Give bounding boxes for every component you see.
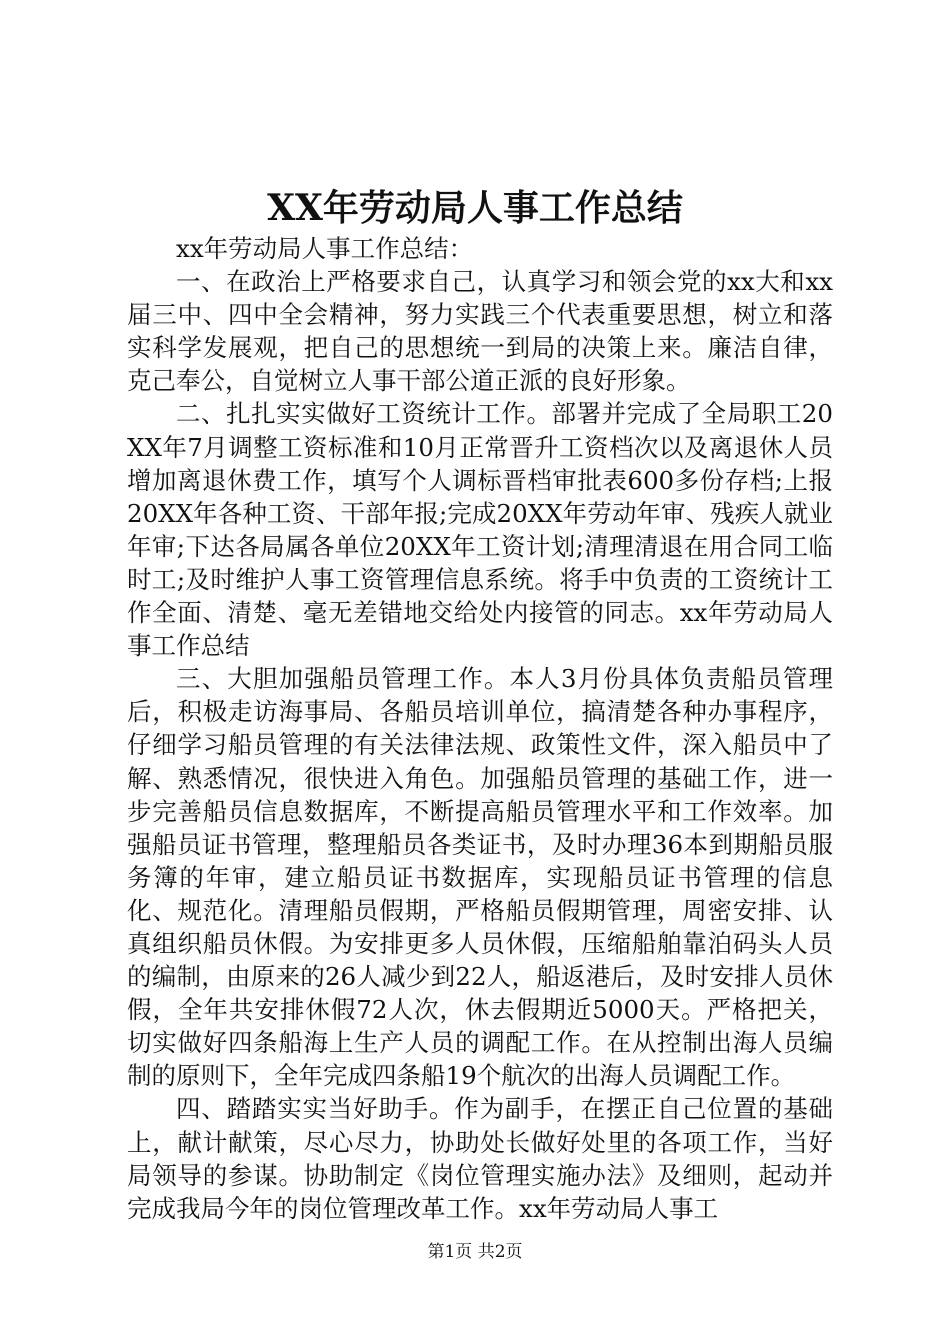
page-title: XX年劳动局人事工作总结 [267,187,683,229]
paragraph-intro: xx年劳动局人事工作总结： [176,234,474,263]
document-body [127,232,833,1225]
page-number-footer: 第1页 共2页 [427,1242,523,1262]
paragraph-section-1: 一、在政治上严格要求自己，认真学习和领会党的xx大和xx届三中、四中全会精神，努力实践三个代表重要思想，树立和落实科学发展观，把自己的思想统一到局的决策上来。廉洁自律，克己奉公，自觉树立人事干部公道正派的良好形象。 [127,267,833,396]
paragraph-section-3: 三、大胆加强船员管理工作。本人3月份具体负责船员管理后，积极走访海事局、各船员培训单位，搞清楚各种办事程序，仔细学习船员管理的有关法律法规、政策性文件，深入船员中了解、熟悉情况，很快进入角色。加强船员管理的基础工作，进一步完善船员信息数据库，不断提高船员管理水平和工作效率。加强船员证书管理，整理船员各类证书，及时办理36本到期船员服务簿的年审，建立船员证书数据库，实现船员证书管理的信息化、规范化。清理船员假期，严格船员假期管理，周密安排、认真组织船员休假。为安排更多人员休假，压缩船舶靠泊码头人员的编制，由原来的26人减少到22人，船返港后，及时安排人员休假，全年共安排休假72人次，休去假期近5000天。严格把关，切实做好四条船海上生产人员的调配工作。在从控制出海人员编制的原则下，全年完成四条船19个航次的出海人员调配工作。 [127,664,833,1091]
paragraph-section-2: 二、扎扎实实做好工资统计工作。部署并完成了全局职工20XX年7月调整工资标准和10月正常晋升工资档次以及离退休人员增加离退休费工作，填写个人调标晋档审批表600多份存档;上报20XX年各种工资、干部年报;完成20XX年劳动年审、残疾人就业年审;下达各局属各单位20XX年工资计划;清理清退在用合同工临时工;及时维护人事工资管理信息系统。将手中负责的工资统计工作全面、清楚、毫无差错地交给处内接管的同志。xx年劳动局人事工作总结 [127,399,833,661]
paragraph-section-4: 四、踏踏实实当好助手。作为副手，在摆正自己位置的基础上，献计献策，尽心尽力，协助处长做好处里的各项工作，当好局领导的参谋。协助制定《岗位管理实施办法》及细则，起动并完成我局今年的岗位管理改革工作。xx年劳动局人事工 [127,1094,833,1223]
